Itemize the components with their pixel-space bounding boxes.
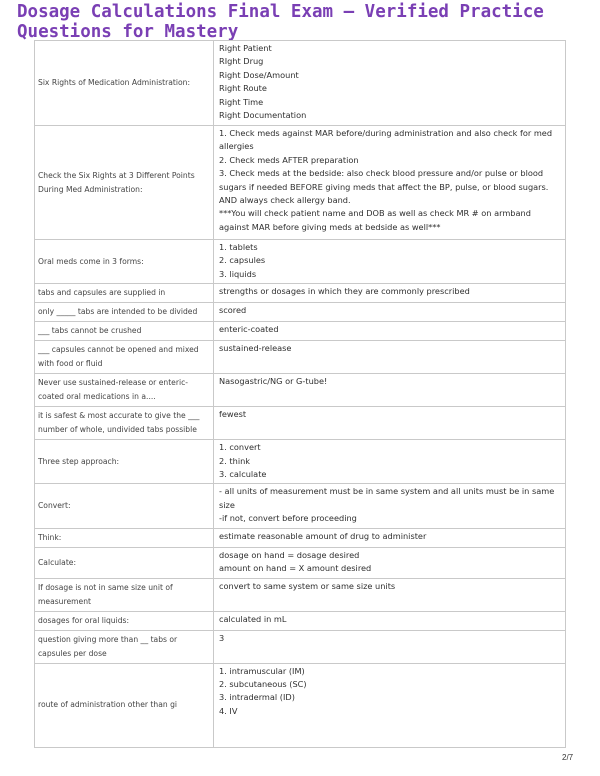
definition-cell: [214, 440, 566, 484]
definition-line: 2. capsules: [219, 255, 266, 266]
definition-line: estimate reasonable amount of drug to administer: [219, 530, 427, 541]
definition-cell: [214, 630, 566, 663]
table-row: [35, 41, 566, 126]
term-cell: Think:: [35, 528, 214, 547]
term-cell: Six Rights of Medication Administration:: [35, 41, 214, 126]
term-cell: tabs and capsules are supplied in: [35, 284, 214, 303]
definition-cell: [214, 341, 566, 374]
definition-line: Right Route: [219, 83, 267, 94]
definition-cell: [214, 484, 566, 528]
definition-cell: [214, 322, 566, 341]
term-cell: Check the Six Rights at 3 Different Points During Med Administration:: [35, 126, 214, 240]
definition-line: 1. tablets: [219, 242, 258, 252]
term-cell: ___ capsules cannot be opened and mixed with food or fluid: [35, 341, 214, 374]
definition-cell: [214, 240, 566, 284]
definition-line: strengths or dosages in which they are commonly prescribed: [219, 286, 470, 297]
definition-cell: [214, 578, 566, 611]
definition-line: amount on hand = X amount desired: [219, 563, 372, 574]
table-row: [35, 284, 566, 303]
term-cell: question giving more than __ tabs or capsules per dose: [35, 630, 214, 663]
definition-cell: [214, 374, 566, 407]
definition-cell: [214, 41, 566, 126]
definition-line: 2. subcutaneous (SC): [219, 679, 307, 690]
table-row: [35, 611, 566, 630]
table-row: [35, 484, 566, 528]
definition-line: ***You will check patient name and DOB as well as check MR # on armband against MAR before giving meds at bedside as well***: [219, 208, 534, 232]
definition-cell: [214, 663, 566, 747]
definition-line: 2. think: [219, 455, 251, 466]
definition-line: 3: [219, 632, 225, 643]
table-row: [35, 240, 566, 284]
definition-line: -if not, convert before proceeding: [219, 513, 357, 524]
definition-cell: [214, 528, 566, 547]
definition-line: scored: [219, 305, 247, 316]
definition-line: 4. IV: [219, 705, 238, 716]
definition-line: calculated in mL: [219, 613, 287, 624]
table-row: [35, 322, 566, 341]
definition-line: sustained-release: [219, 343, 292, 354]
flashcard-rows: [35, 41, 566, 748]
definition-line: convert to same system or same size units: [219, 580, 396, 591]
table-row: [35, 440, 566, 484]
table-row: [35, 303, 566, 322]
definition-cell: [214, 126, 566, 240]
term-cell: ___ tabs cannot be crushed: [35, 322, 214, 341]
table-row: [35, 126, 566, 240]
term-cell: Calculate:: [35, 547, 214, 578]
definition-line: 3. intradermal (ID): [219, 692, 295, 703]
term-cell: it is safest & most accurate to give the ___ number of whole, undivided tabs possible: [35, 407, 214, 440]
definition-line: 3. Check meds at the bedside: also check blood pressure and/or pulse or blood sugars if needed BEFORE giving meds that affect the BP, pulse, or blood sugars. AND always check allergy band.: [219, 168, 552, 206]
definition-line: Right Patient: [219, 43, 272, 53]
definition-line: 3. calculate: [219, 469, 267, 480]
table-row: [35, 407, 566, 440]
table-row: [35, 547, 566, 578]
definition-cell: [214, 407, 566, 440]
definition-line: enteric-coated: [219, 324, 279, 335]
document-title: Dosage Calculations Final Exam – Verified Practice Questions for Mastery: [17, 2, 544, 42]
flashcard-table: [34, 40, 566, 748]
term-cell: Oral meds come in 3 forms:: [35, 240, 214, 284]
term-cell: Three step approach:: [35, 440, 214, 484]
definition-cell: [214, 303, 566, 322]
table-row: [35, 630, 566, 663]
definition-line: fewest: [219, 409, 247, 420]
definition-line: RIght Drug: [219, 56, 264, 67]
table-row: [35, 374, 566, 407]
definition-cell: [214, 547, 566, 578]
term-cell: If dosage is not in same size unit of measurement: [35, 578, 214, 611]
definition-line: dosage on hand = dosage desired: [219, 549, 360, 560]
term-cell: Convert:: [35, 484, 214, 528]
definition-line: Right Time: [219, 96, 264, 107]
table-row: [35, 578, 566, 611]
definition-cell: [214, 611, 566, 630]
definition-line: 1. Check meds against MAR before/during administration and also check for med allergies: [219, 128, 555, 152]
definition-line: Right Dose/Amount: [219, 69, 299, 80]
table-row: [35, 341, 566, 374]
definition-line: 3. liquids: [219, 268, 257, 279]
definition-line: 1. convert: [219, 442, 261, 453]
definition-line: 2. Check meds AFTER preparation: [219, 154, 359, 165]
definition-line: - all units of measurement must be in same system and all units must be in same size: [219, 486, 557, 510]
term-cell: Never use sustained-release or enteric-coated oral medications in a....: [35, 374, 214, 407]
table-row: [35, 663, 566, 747]
page-number: 2/7: [562, 753, 574, 762]
definition-line: Right Documentation: [219, 110, 307, 121]
definition-cell: [214, 284, 566, 303]
term-cell: route of administration other than gi: [35, 663, 214, 747]
term-cell: dosages for oral liquids:: [35, 611, 214, 630]
term-cell: only _____ tabs are intended to be divided: [35, 303, 214, 322]
definition-line: 1. intramuscular (IM): [219, 665, 305, 676]
table-row: [35, 528, 566, 547]
definition-line: Nasogastric/NG or G-tube!: [219, 376, 328, 387]
